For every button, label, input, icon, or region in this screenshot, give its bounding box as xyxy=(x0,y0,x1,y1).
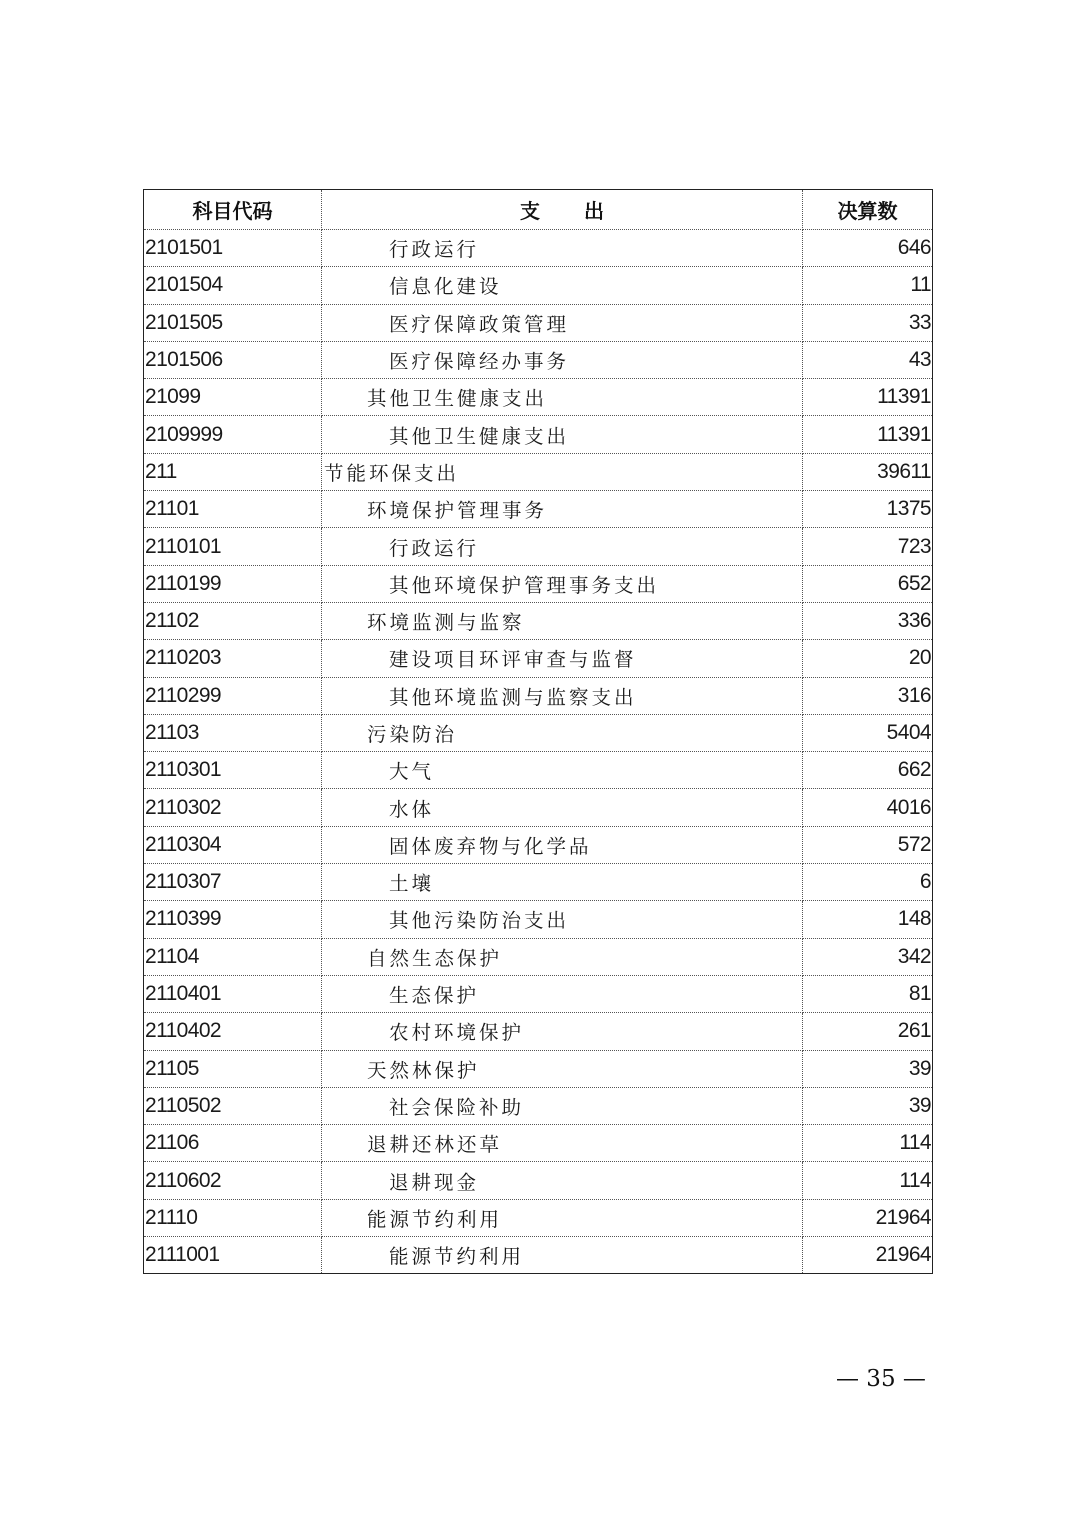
subject-code: 2110602 xyxy=(144,1162,322,1199)
header-code: 科目代码 xyxy=(144,190,322,230)
expenditure-item: 水体 xyxy=(322,789,803,826)
final-amount: 723 xyxy=(803,528,933,565)
expenditure-item: 社会保险补助 xyxy=(322,1087,803,1124)
final-amount: 572 xyxy=(803,826,933,863)
subject-code: 2110502 xyxy=(144,1087,322,1124)
final-amount: 5404 xyxy=(803,714,933,751)
expenditure-item: 农村环境保护 xyxy=(322,1013,803,1050)
final-amount: 342 xyxy=(803,938,933,975)
subject-code: 2110304 xyxy=(144,826,322,863)
final-amount: 43 xyxy=(803,341,933,378)
page-number: — 35 — xyxy=(836,1366,926,1392)
table-row xyxy=(144,1013,933,1050)
expenditure-item: 生态保护 xyxy=(322,975,803,1012)
subject-code: 2110301 xyxy=(144,752,322,789)
final-amount: 81 xyxy=(803,975,933,1012)
table-row xyxy=(144,528,933,565)
table-row xyxy=(144,938,933,975)
final-amount: 20 xyxy=(803,640,933,677)
expenditure-item: 土壤 xyxy=(322,864,803,901)
subject-code: 2110399 xyxy=(144,901,322,938)
table-row xyxy=(144,1050,933,1087)
table-header xyxy=(144,190,933,230)
table-row xyxy=(144,453,933,490)
subject-code: 2110401 xyxy=(144,975,322,1012)
final-amount: 662 xyxy=(803,752,933,789)
table-row xyxy=(144,901,933,938)
final-amount: 21964 xyxy=(803,1199,933,1236)
expenditure-item: 行政运行 xyxy=(322,230,803,267)
final-amount: 6 xyxy=(803,864,933,901)
subject-code: 2110101 xyxy=(144,528,322,565)
header-expenditure: 支出 xyxy=(322,190,803,230)
expenditure-item: 其他环境监测与监察支出 xyxy=(322,677,803,714)
subject-code: 2110302 xyxy=(144,789,322,826)
subject-code: 21103 xyxy=(144,714,322,751)
final-amount: 11391 xyxy=(803,416,933,453)
expenditure-item: 环境监测与监察 xyxy=(322,602,803,639)
table-row xyxy=(144,677,933,714)
expenditure-item: 天然林保护 xyxy=(322,1050,803,1087)
table-row xyxy=(144,1237,933,1274)
expenditure-item: 能源节约利用 xyxy=(322,1199,803,1236)
expenditure-item: 其他环境保护管理事务支出 xyxy=(322,565,803,602)
table-row xyxy=(144,379,933,416)
subject-code: 2101506 xyxy=(144,341,322,378)
table-row xyxy=(144,230,933,267)
final-amount: 11 xyxy=(803,267,933,304)
table-row xyxy=(144,491,933,528)
expenditure-item: 退耕现金 xyxy=(322,1162,803,1199)
table-row xyxy=(144,1125,933,1162)
subject-code: 21106 xyxy=(144,1125,322,1162)
subject-code: 2110203 xyxy=(144,640,322,677)
header-amount: 决算数 xyxy=(803,190,933,230)
subject-code: 2110402 xyxy=(144,1013,322,1050)
final-amount: 646 xyxy=(803,230,933,267)
final-amount: 114 xyxy=(803,1125,933,1162)
table-row xyxy=(144,752,933,789)
table-row xyxy=(144,602,933,639)
subject-code: 2101504 xyxy=(144,267,322,304)
expenditure-item: 行政运行 xyxy=(322,528,803,565)
subject-code: 2110199 xyxy=(144,565,322,602)
final-amount: 261 xyxy=(803,1013,933,1050)
subject-code: 2110307 xyxy=(144,864,322,901)
subject-code: 2101505 xyxy=(144,304,322,341)
subject-code: 21104 xyxy=(144,938,322,975)
expenditure-item: 其他污染防治支出 xyxy=(322,901,803,938)
expenditure-item: 环境保护管理事务 xyxy=(322,491,803,528)
expenditure-item: 能源节约利用 xyxy=(322,1237,803,1274)
table-row xyxy=(144,789,933,826)
expenditure-item: 其他卫生健康支出 xyxy=(322,416,803,453)
final-amount: 39 xyxy=(803,1050,933,1087)
expenditure-item: 信息化建设 xyxy=(322,267,803,304)
final-amount: 316 xyxy=(803,677,933,714)
subject-code: 2111001 xyxy=(144,1237,322,1274)
final-amount: 652 xyxy=(803,565,933,602)
final-amount: 39611 xyxy=(803,453,933,490)
expenditure-item: 建设项目环评审查与监督 xyxy=(322,640,803,677)
table-row xyxy=(144,1087,933,1124)
subject-code: 21105 xyxy=(144,1050,322,1087)
table-row xyxy=(144,714,933,751)
final-amount: 11391 xyxy=(803,379,933,416)
expenditure-item: 固体废弃物与化学品 xyxy=(322,826,803,863)
expenditure-item: 医疗保障经办事务 xyxy=(322,341,803,378)
final-amount: 336 xyxy=(803,602,933,639)
table-row xyxy=(144,1162,933,1199)
subject-code: 211 xyxy=(144,453,322,490)
expenditure-item: 自然生态保护 xyxy=(322,938,803,975)
final-amount: 39 xyxy=(803,1087,933,1124)
header-row xyxy=(144,190,933,230)
final-amount: 1375 xyxy=(803,491,933,528)
expenditure-item: 医疗保障政策管理 xyxy=(322,304,803,341)
table-row xyxy=(144,864,933,901)
final-amount: 4016 xyxy=(803,789,933,826)
table-row xyxy=(144,304,933,341)
subject-code: 21101 xyxy=(144,491,322,528)
expenditure-item: 污染防治 xyxy=(322,714,803,751)
subject-code: 21102 xyxy=(144,602,322,639)
final-amount: 33 xyxy=(803,304,933,341)
expenditure-item: 其他卫生健康支出 xyxy=(322,379,803,416)
subject-code: 2110299 xyxy=(144,677,322,714)
final-amount: 148 xyxy=(803,901,933,938)
table-row xyxy=(144,826,933,863)
table-row xyxy=(144,416,933,453)
subject-code: 2101501 xyxy=(144,230,322,267)
subject-code: 21110 xyxy=(144,1199,322,1236)
expenditure-item: 节能环保支出 xyxy=(322,453,803,490)
expenditure-item: 大气 xyxy=(322,752,803,789)
table-row xyxy=(144,1199,933,1236)
subject-code: 2109999 xyxy=(144,416,322,453)
table-row xyxy=(144,341,933,378)
subject-code: 21099 xyxy=(144,379,322,416)
table-row xyxy=(144,267,933,304)
expenditure-table xyxy=(143,189,933,1274)
table-body xyxy=(144,230,933,1274)
table-row xyxy=(144,565,933,602)
final-amount: 21964 xyxy=(875,1243,931,1267)
expenditure-item: 退耕还林还草 xyxy=(322,1125,803,1162)
table-row xyxy=(144,975,933,1012)
final-amount: 114 xyxy=(803,1162,933,1199)
table-row xyxy=(144,640,933,677)
